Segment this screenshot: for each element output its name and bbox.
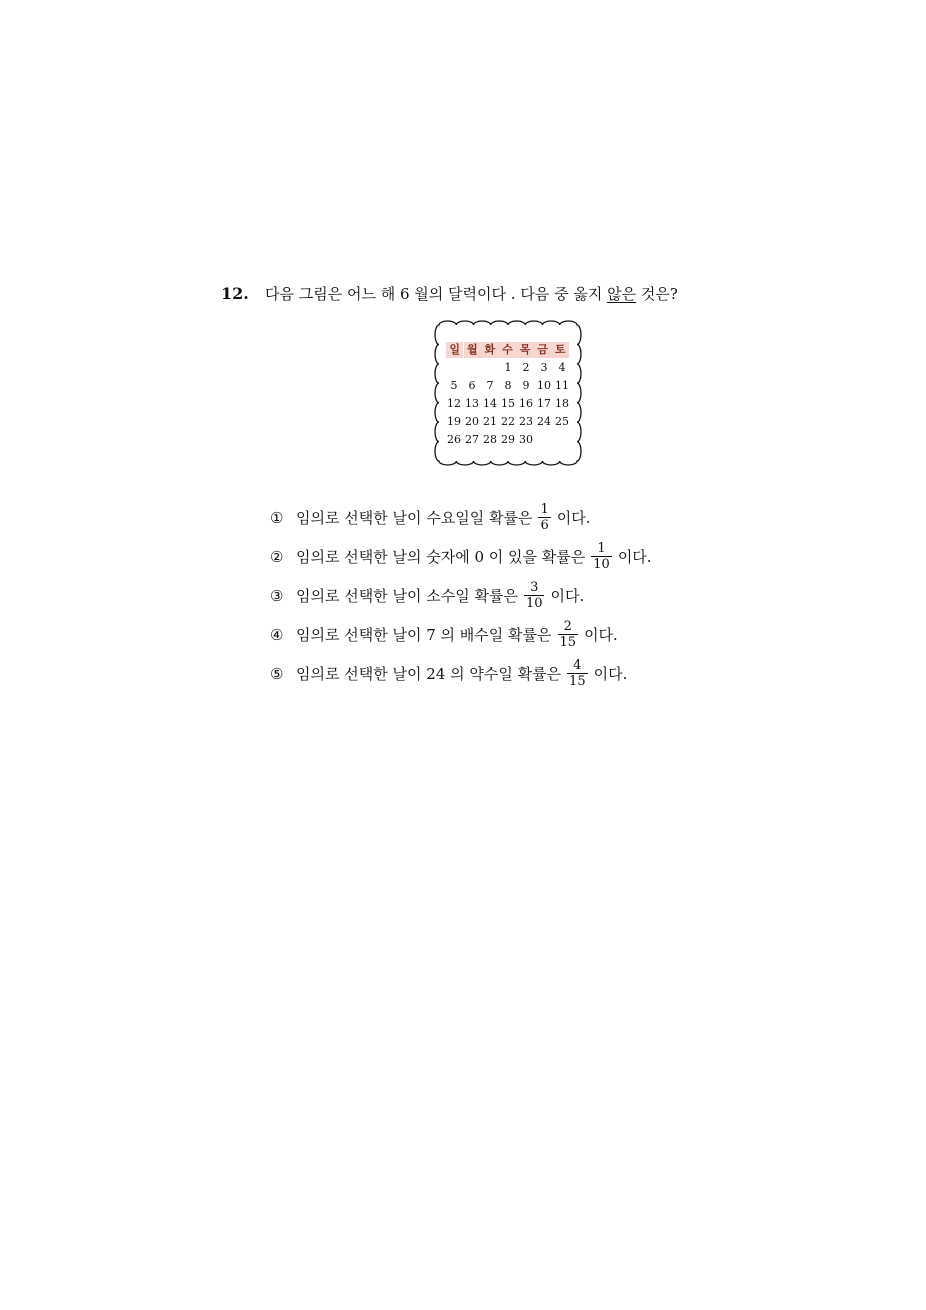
option-3-fraction: [524, 580, 545, 611]
option-5[interactable]: [270, 654, 652, 693]
weekday-label: 금: [534, 342, 551, 358]
fraction-denominator: 6: [540, 518, 549, 533]
calendar-day-cell: 1: [504, 361, 512, 374]
question-underlined-word: 않은: [607, 285, 637, 303]
option-5-text: 임의로 선택한 날이 24 의 약수일 확률은: [296, 665, 562, 683]
option-5-mark: ⑤: [270, 664, 284, 683]
calendar-day-cell: 10: [537, 379, 551, 392]
fraction-denominator: 10: [525, 596, 543, 611]
calendar-day-cell: 25: [555, 415, 569, 428]
calendar-day-cell: 18: [555, 397, 569, 410]
option-2-fraction: [591, 541, 612, 572]
calendar-day-cell: 8: [504, 379, 512, 392]
calendar-day-cell: 30: [519, 433, 533, 446]
calendar-day-cell: 9: [522, 379, 530, 392]
option-2[interactable]: [270, 537, 652, 576]
calendar-day-cell: 4: [558, 361, 566, 374]
calendar-day-cell: 24: [537, 415, 551, 428]
calendar-day-cell: 29: [501, 433, 515, 446]
fraction-denominator: 10: [593, 557, 610, 572]
question-text-end: 것은?: [636, 285, 678, 303]
fraction-denominator: 15: [559, 635, 577, 650]
calendar-day-cell: 14: [483, 397, 497, 410]
calendar-day-cell: 20: [465, 415, 479, 428]
calendar-day-cell: 11: [555, 379, 569, 392]
calendar-day-cell: 5: [450, 379, 458, 392]
option-2-mark: ②: [270, 547, 284, 566]
answer-options: [270, 498, 652, 693]
option-1-text: 임의로 선택한 날이 수요일일 확률은: [296, 509, 533, 527]
weekday-label: 일: [446, 342, 463, 358]
fraction-numerator: 3: [530, 580, 539, 595]
question-stem: [221, 284, 821, 304]
fraction-numerator: 1: [540, 502, 549, 517]
calendar-days-grid: [445, 359, 571, 449]
calendar-day-cell: 27: [465, 433, 479, 446]
option-3-text: 임의로 선택한 날이 소수일 확률은: [296, 587, 518, 605]
calendar-day-cell: [535, 431, 553, 449]
fraction-numerator: 1: [597, 541, 606, 556]
fraction-numerator: 4: [573, 658, 582, 673]
calendar-day-cell: 12: [447, 397, 461, 410]
option-2-ending: 이다.: [617, 548, 652, 566]
calendar-day-cell: 15: [501, 397, 515, 410]
calendar-day-cell: 22: [501, 415, 515, 428]
weekday-label: 목: [516, 342, 533, 358]
calendar-day-cell: [463, 359, 481, 377]
option-3-mark: ③: [270, 586, 284, 605]
calendar-day-cell: 2: [522, 361, 530, 374]
option-4-ending: 이다.: [584, 626, 618, 644]
calendar-day-cell: [445, 359, 463, 377]
option-3[interactable]: [270, 576, 652, 615]
option-1[interactable]: [270, 498, 652, 537]
option-1-fraction: [538, 502, 550, 533]
calendar-day-cell: 13: [465, 397, 479, 410]
weekday-label: 수: [499, 342, 516, 358]
question-text: 다음 그림은 어느 해 6 월의 달력이다 . 다음 중 옳지: [265, 285, 608, 303]
calendar-day-cell: 19: [447, 415, 461, 428]
calendar-weekday-header: [446, 342, 569, 358]
calendar-day-cell: 28: [483, 433, 497, 446]
option-4[interactable]: [270, 615, 652, 654]
option-4-fraction: [558, 619, 579, 650]
calendar-day-cell: 7: [486, 379, 494, 392]
option-2-text: 임의로 선택한 날의 숫자에 0 이 있을 확률은: [296, 548, 586, 566]
option-3-ending: 이다.: [550, 587, 585, 605]
weekday-label: 월: [464, 342, 481, 358]
calendar-day-cell: [481, 359, 499, 377]
option-5-ending: 이다.: [593, 665, 628, 683]
option-1-ending: 이다.: [556, 509, 591, 527]
fraction-numerator: 2: [563, 619, 572, 634]
calendar-day-cell: [553, 431, 571, 449]
calendar-day-cell: 3: [540, 361, 548, 374]
calendar-day-cell: 26: [447, 433, 461, 446]
option-5-fraction: [567, 658, 588, 689]
calendar-day-cell: 23: [519, 415, 533, 428]
option-4-text: 임의로 선택한 날이 7 의 배수일 확률은: [296, 626, 552, 644]
calendar-day-cell: 17: [537, 397, 551, 410]
calendar-day-cell: 21: [483, 415, 497, 428]
calendar-day-cell: 16: [519, 397, 533, 410]
fraction-denominator: 15: [569, 674, 586, 689]
weekday-label: 화: [481, 342, 498, 358]
question-number: 12.: [221, 284, 249, 303]
option-1-mark: ①: [270, 508, 284, 527]
calendar-day-cell: 6: [468, 379, 476, 392]
june-calendar: [434, 320, 582, 466]
option-4-mark: ④: [270, 625, 284, 644]
weekday-label: 토: [551, 342, 568, 358]
